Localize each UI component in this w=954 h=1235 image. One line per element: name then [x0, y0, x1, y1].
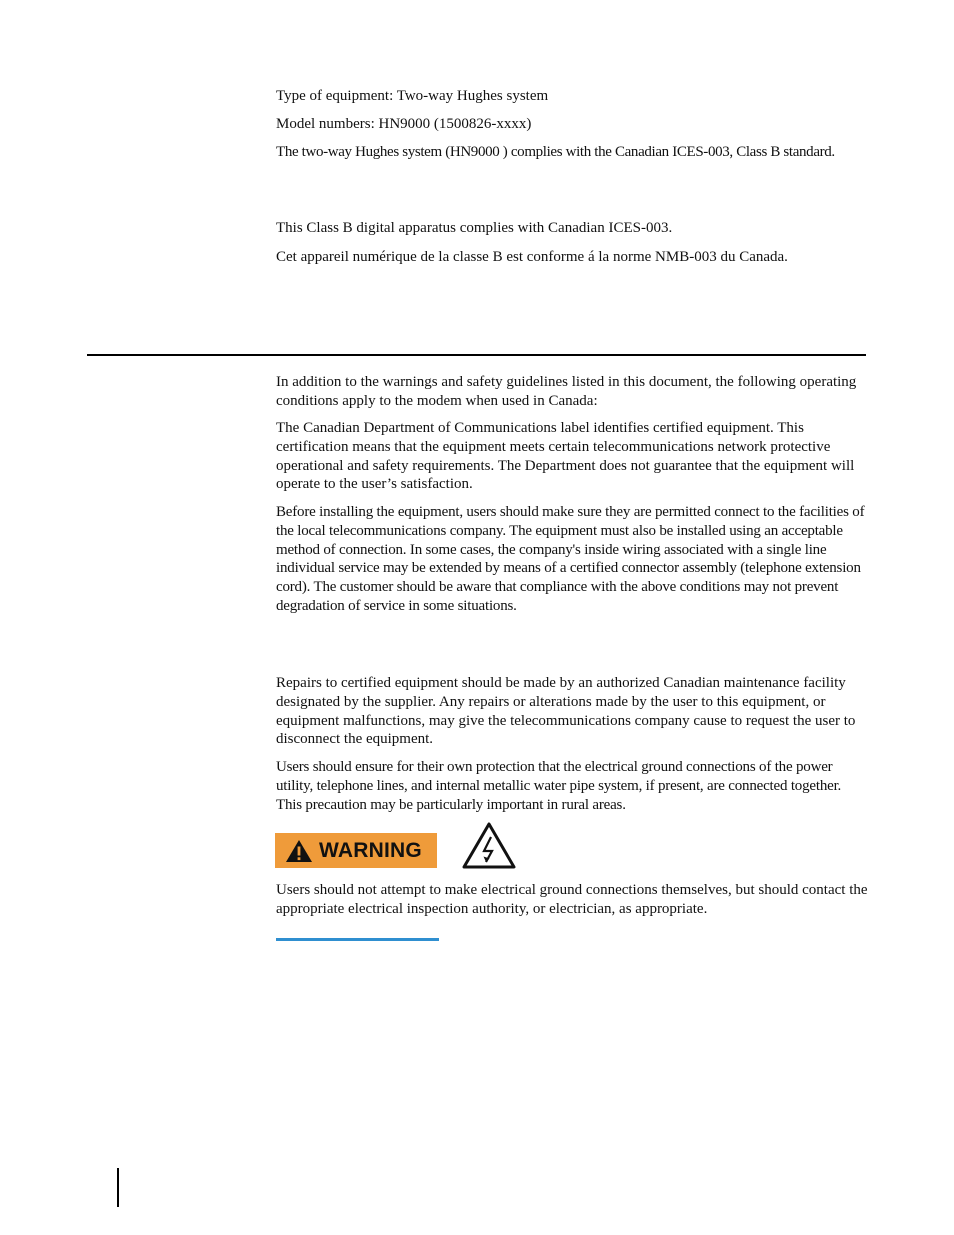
installation-paragraph: Before installing the equipment, users should make sure they are permitted connect to the facilities of the local telecommunications company. The equipment must also be installed using an acceptable method of connection. In some cases, the company's inside wiring associated with a single line individual service may be extended by means of a certified connector assembly (telephone extension cord). The customer should be aware that compliance with the above conditions may not prevent degradation of service in some situations. — [276, 504, 865, 614]
certification-paragraph: The Canadian Department of Communications label identifies certified equipment. This certification means that the equipment meets certain telecommunications network protective operational and safety requirements. The Department does not guarantee that the equipment will operate to the user’s satisfaction. — [276, 420, 855, 493]
section-divider — [87, 354, 866, 356]
grounding-paragraph: Users should ensure for their own protection that the electrical ground connections of the power utility, telephone lines, and internal metallic water pipe system, if present, are connected together. This precaution may be particularly important in rural areas. — [276, 759, 842, 813]
compliance-statement: The two-way Hughes system (HN9000 ) complies with the Canadian ICES-003, Class B standard. — [276, 144, 835, 160]
operating-conditions-intro: In addition to the warnings and safety guidelines listed in this document, the following operating conditions apply to the modem when used in Canada: — [276, 374, 857, 409]
warning-triangle-icon — [285, 839, 313, 863]
warning-badge — [275, 833, 437, 868]
section-end-rule — [276, 938, 439, 941]
repairs-paragraph: Repairs to certified equipment should be made by an authorized Canadian maintenance facility designated by the supplier. Any repairs or alterations made by the user to this equipment, or equipment malfunctions, may give the telecommunications company cause to request the user to disconnect the equipment. — [276, 675, 856, 748]
class-b-english: This Class B digital apparatus complies with Canadian ICES-003. — [276, 220, 673, 236]
warning-label: WARNING — [319, 838, 422, 862]
model-numbers: Model numbers: HN9000 (1500826-xxxx) — [276, 116, 532, 132]
class-b-french: Cet appareil numérique de la classe B est conforme á la norme NMB-003 du Canada. — [276, 249, 788, 265]
equipment-type: Type of equipment: Two-way Hughes system — [276, 88, 549, 104]
electrical-shock-icon — [462, 822, 516, 869]
change-bar — [117, 1168, 119, 1207]
warning-paragraph: Users should not attempt to make electrical ground connections themselves, but should contact the appropriate electrical inspection authority, or electrician, as appropriate. — [276, 882, 868, 917]
